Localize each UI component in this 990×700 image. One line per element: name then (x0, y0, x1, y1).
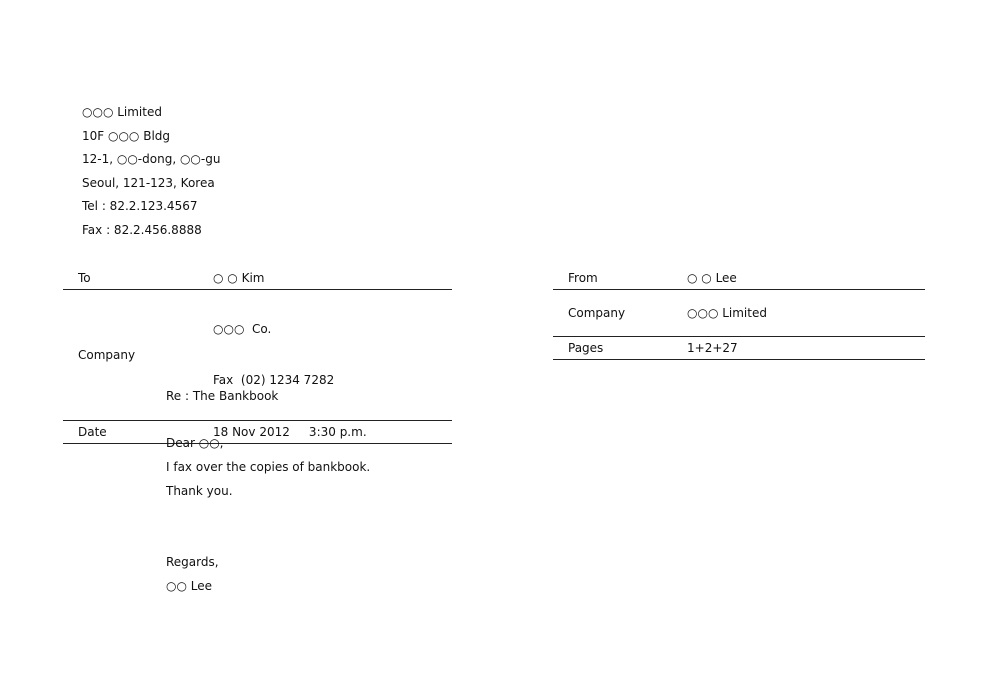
to-label: To (63, 266, 213, 290)
from-row (553, 266, 925, 290)
message-body (166, 386, 666, 599)
subject-line: Re : The Bankbook (166, 389, 279, 403)
sender-company: ○○○ Limited (82, 105, 162, 119)
sender-address-block (82, 102, 382, 244)
pages-label: Pages (553, 337, 687, 360)
recipient-company-label: Company (63, 290, 213, 421)
sender-company-row (553, 290, 925, 337)
recipient-fax-number: Fax (02) 1234 7282 (213, 373, 335, 387)
pages-value: 1+2+27 (687, 337, 925, 360)
from-label: From (553, 266, 687, 290)
recipient-company-value: ○○○ Co. (213, 322, 272, 336)
thanks-text: Thank you. (166, 483, 233, 498)
date-value: 18 Nov 2012 3:30 p.m. (213, 421, 452, 444)
spacer (166, 410, 666, 434)
from-value: ○ ○ Lee (687, 266, 925, 290)
to-row (63, 266, 452, 290)
sender-address-line-2: 12-1, ○○-dong, ○○-gu (82, 152, 221, 167)
sender-tel: Tel : 82.2.123.4567 (82, 199, 198, 214)
greeting: Dear ○○, (166, 436, 224, 451)
sender-company-label: Company (553, 290, 687, 337)
sender-info-table (553, 266, 925, 360)
sender-company-value: ○○○ Limited (687, 290, 925, 337)
closing: Regards, (166, 554, 219, 569)
sender-address-line-3: Seoul, 121-123, Korea (82, 175, 215, 190)
date-label: Date (63, 421, 213, 444)
to-value: ○ ○ Kim (213, 266, 452, 290)
sender-fax: Fax : 82.2.456.8888 (82, 222, 202, 237)
pages-row (553, 337, 925, 360)
spacer (166, 504, 666, 551)
body-text: I fax over the copies of bankbook. (166, 460, 371, 475)
signature: ○○ Lee (166, 578, 212, 593)
sender-address-line-1: 10F ○○○ Bldg (82, 128, 171, 143)
